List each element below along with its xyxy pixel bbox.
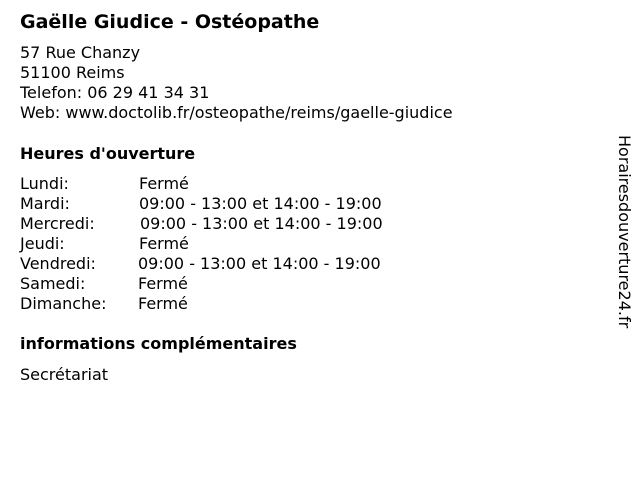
hours-sunday: Fermé <box>138 294 188 313</box>
web-line: Web: www.doctolib.fr/osteopathe/reims/gaelle-giudice <box>20 103 453 122</box>
day-monday: Lundi: <box>20 174 69 193</box>
city-address: 51100 Reims <box>20 63 125 82</box>
hours-wednesday: 09:00 - 13:00 et 14:00 - 19:00 <box>140 214 383 233</box>
day-thursday: Jeudi: <box>20 234 65 253</box>
additional-info-text: Secrétariat <box>20 365 109 384</box>
hours-tuesday: 09:00 - 13:00 et 14:00 - 19:00 <box>139 194 382 213</box>
hours-monday: Fermé <box>139 174 189 193</box>
phone-line: Telefon: 06 29 41 34 31 <box>20 83 210 102</box>
day-friday: Vendredi: <box>20 254 96 273</box>
day-saturday: Samedi: <box>20 274 86 293</box>
day-wednesday: Mercredi: <box>20 214 95 233</box>
business-title: Gaëlle Giudice - Ostéopathe <box>20 11 320 33</box>
opening-hours-heading: Heures d'ouverture <box>20 144 196 163</box>
day-tuesday: Mardi: <box>20 194 70 213</box>
hours-friday: 09:00 - 13:00 et 14:00 - 19:00 <box>138 254 381 273</box>
hours-thursday: Fermé <box>139 234 189 253</box>
site-watermark: Horairesdouverture24.fr <box>615 135 634 329</box>
hours-saturday: Fermé <box>138 274 188 293</box>
day-sunday: Dimanche: <box>20 294 107 313</box>
additional-info-heading: informations complémentaires <box>20 334 297 353</box>
street-address: 57 Rue Chanzy <box>20 43 141 62</box>
